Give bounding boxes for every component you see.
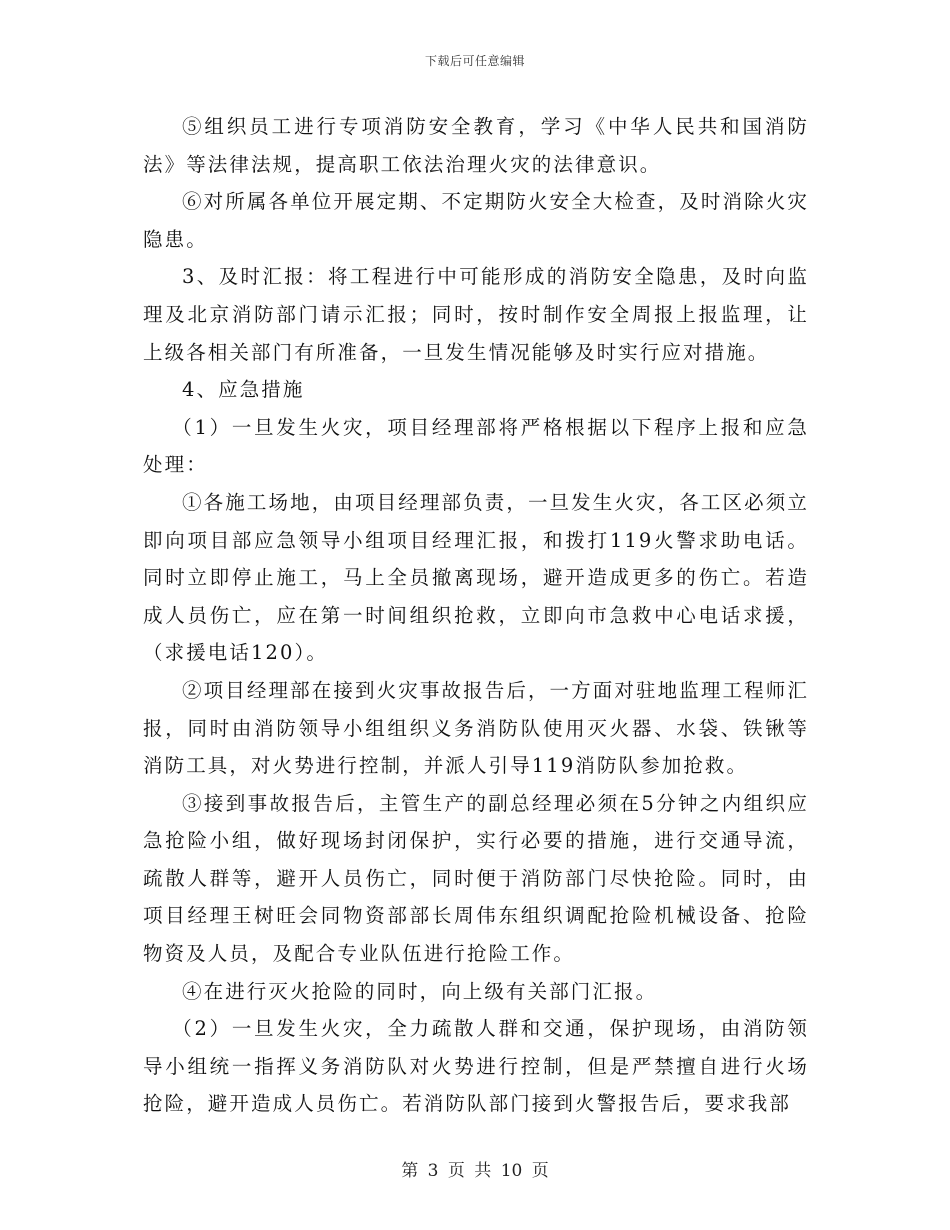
paragraph-item-5: ⑤组织员工进行专项消防安全教育，学习《中华人民共和国消防法》等法律法规，提高职工依法治理火灾的法律意识。 xyxy=(143,115,809,176)
paragraph-step-4: ④在进行灭火抢险的同时，向上级有关部门汇报。 xyxy=(182,979,658,1003)
paragraph-step-2: ②项目经理部在接到火灾事故报告后，一方面对驻地监理工程师汇报，同时由消防领导小组组织义务消防队使用灭火器、水袋、铁锹等消防工具，对火势进行控制，并派人引导119消防队参加抢救。 xyxy=(143,678,809,778)
paragraph-step-3: ③接到事故报告后，主管生产的副总经理必须在5分钟之内组织应急抢险小组，做好现场封闭保护，实行必要的措施，进行交通导流，疏散人群等，避开人员伤亡，同时便于消防部门尽快抢险。同时，由项目经理王树旺会同物资部部长周伟东组织调配抢险机械设备、抢险物资及人员，及配合专业队伍进行抢险工作。 xyxy=(143,791,809,966)
paragraph-report-promptly: 3、及时汇报：将工程进行中可能形成的消防安全隐患，及时向监理及北京消防部门请示汇报；同时，按时制作安全周报上报监理，让上级各相关部门有所准备，一旦发生情况能够及时实行应对措施。 xyxy=(143,265,809,364)
page-header: 下载后可任意编辑 xyxy=(424,54,525,68)
paragraph-step-1: ①各施工场地，由项目经理部负责，一旦发生火灾，各工区必须立即向项目部应急领导小组项目经理汇报，和拨打119火警求助电话。同时立即停止施工，马上全员撤离现场，避开造成更多的伤亡。若造成人员伤亡，应在第一时间组织抢救，立即向市急救中心电话求援，（求援电话120）。 xyxy=(143,490,809,665)
document-body xyxy=(143,108,809,1123)
paragraph-fire-procedure-1: （1）一旦发生火灾，项目经理部将严格根据以下程序上报和应急处理： xyxy=(143,415,809,477)
section-heading-emergency-measures: 4、应急措施 xyxy=(182,378,305,402)
paragraph-fire-procedure-2: （2）一旦发生火灾，全力疏散人群和交通，保护现场，由消防领导小组统一指挥义务消防队对火势进行控制，但是严禁擅自进行火场抢险，避开造成人员伤亡。若消防队部门接到火警报告后，要求我部 xyxy=(143,1017,809,1116)
paragraph-item-6: ⑥对所属各单位开展定期、不定期防火安全大检查，及时消除火灾隐患。 xyxy=(143,190,809,251)
page-number-footer: 第 3 页 共 10 页 xyxy=(401,1161,549,1181)
